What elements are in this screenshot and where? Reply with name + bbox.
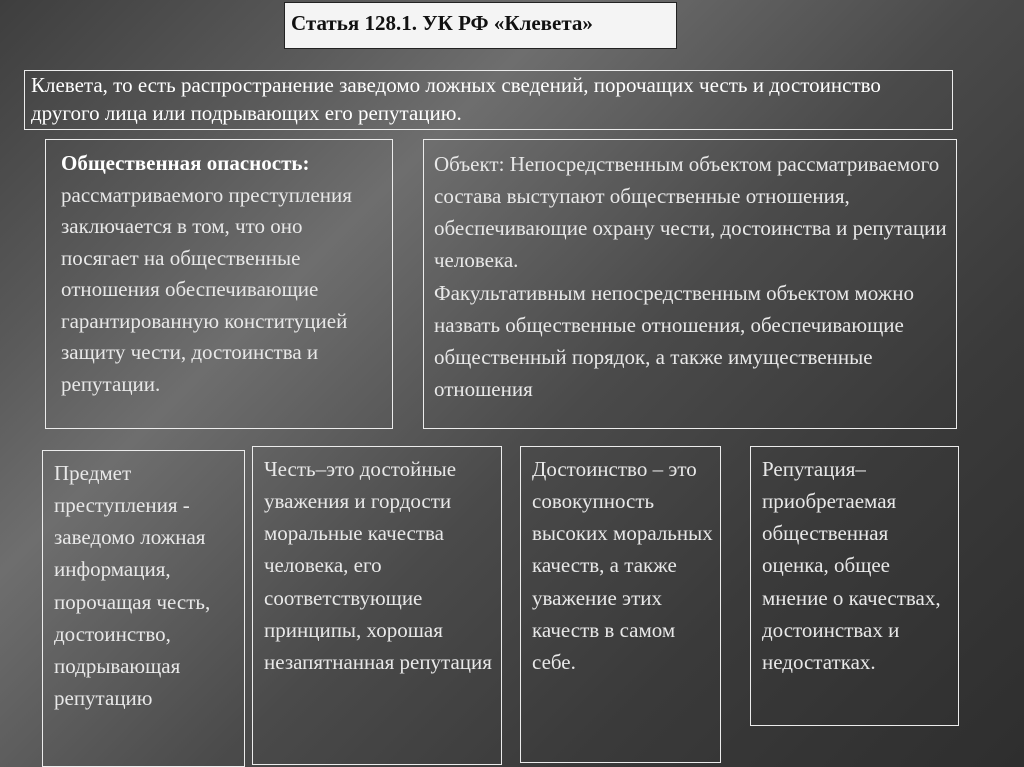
reputation-text: Репутация– приобретаемая общественная оценка, общее мнение о качествах, достоинствах и недостатках. [762,457,941,674]
object-box [423,139,957,429]
definition-box [24,70,953,130]
subject-box [42,450,245,767]
object-paragraph-1: Объект: Непосредственным объектом рассматриваемого состава выступают общественные отношения, обеспечивающие охрану чести, достоинства и репутации человека. [434,152,947,273]
article-title-text: Статья 128.1. УК РФ «Клевета» [291,11,593,35]
definition-text: Клевета, то есть распространение заведомо ложных сведений, порочащих честь и достоинство другого лица или подрывающих его репутацию. [31,73,881,125]
public-danger-heading: Общественная опасность: [61,151,310,175]
object-paragraph-2: Факультативным непосредственным объектом можно назвать общественные отношения, обеспечивающие общественный порядок, а также имущественные отношения [434,280,915,401]
subject-text: Предмет преступления - заведомо ложная информация, порочащая честь, достоинство, подрывающая репутацию [54,461,211,710]
dignity-text: Достоинство – это совокупность высоких моральных качеств, а также уважение этих качеств в самом себе. [532,457,713,674]
dignity-box [520,446,721,763]
honor-box [252,446,502,765]
reputation-box [750,446,959,726]
public-danger-text: рассматриваемого преступления заключается в том, что оно посягает на общественные отношения обеспечивающие гарантированную конституцией защиту чести, достоинства и репутации. [61,182,352,396]
public-danger-box [45,139,393,429]
honor-text: Честь–это достойные уважения и гордости моральные качества человека, его соответствующие принципы, хорошая незапятнанная репутация [264,457,492,674]
article-title [284,2,677,49]
